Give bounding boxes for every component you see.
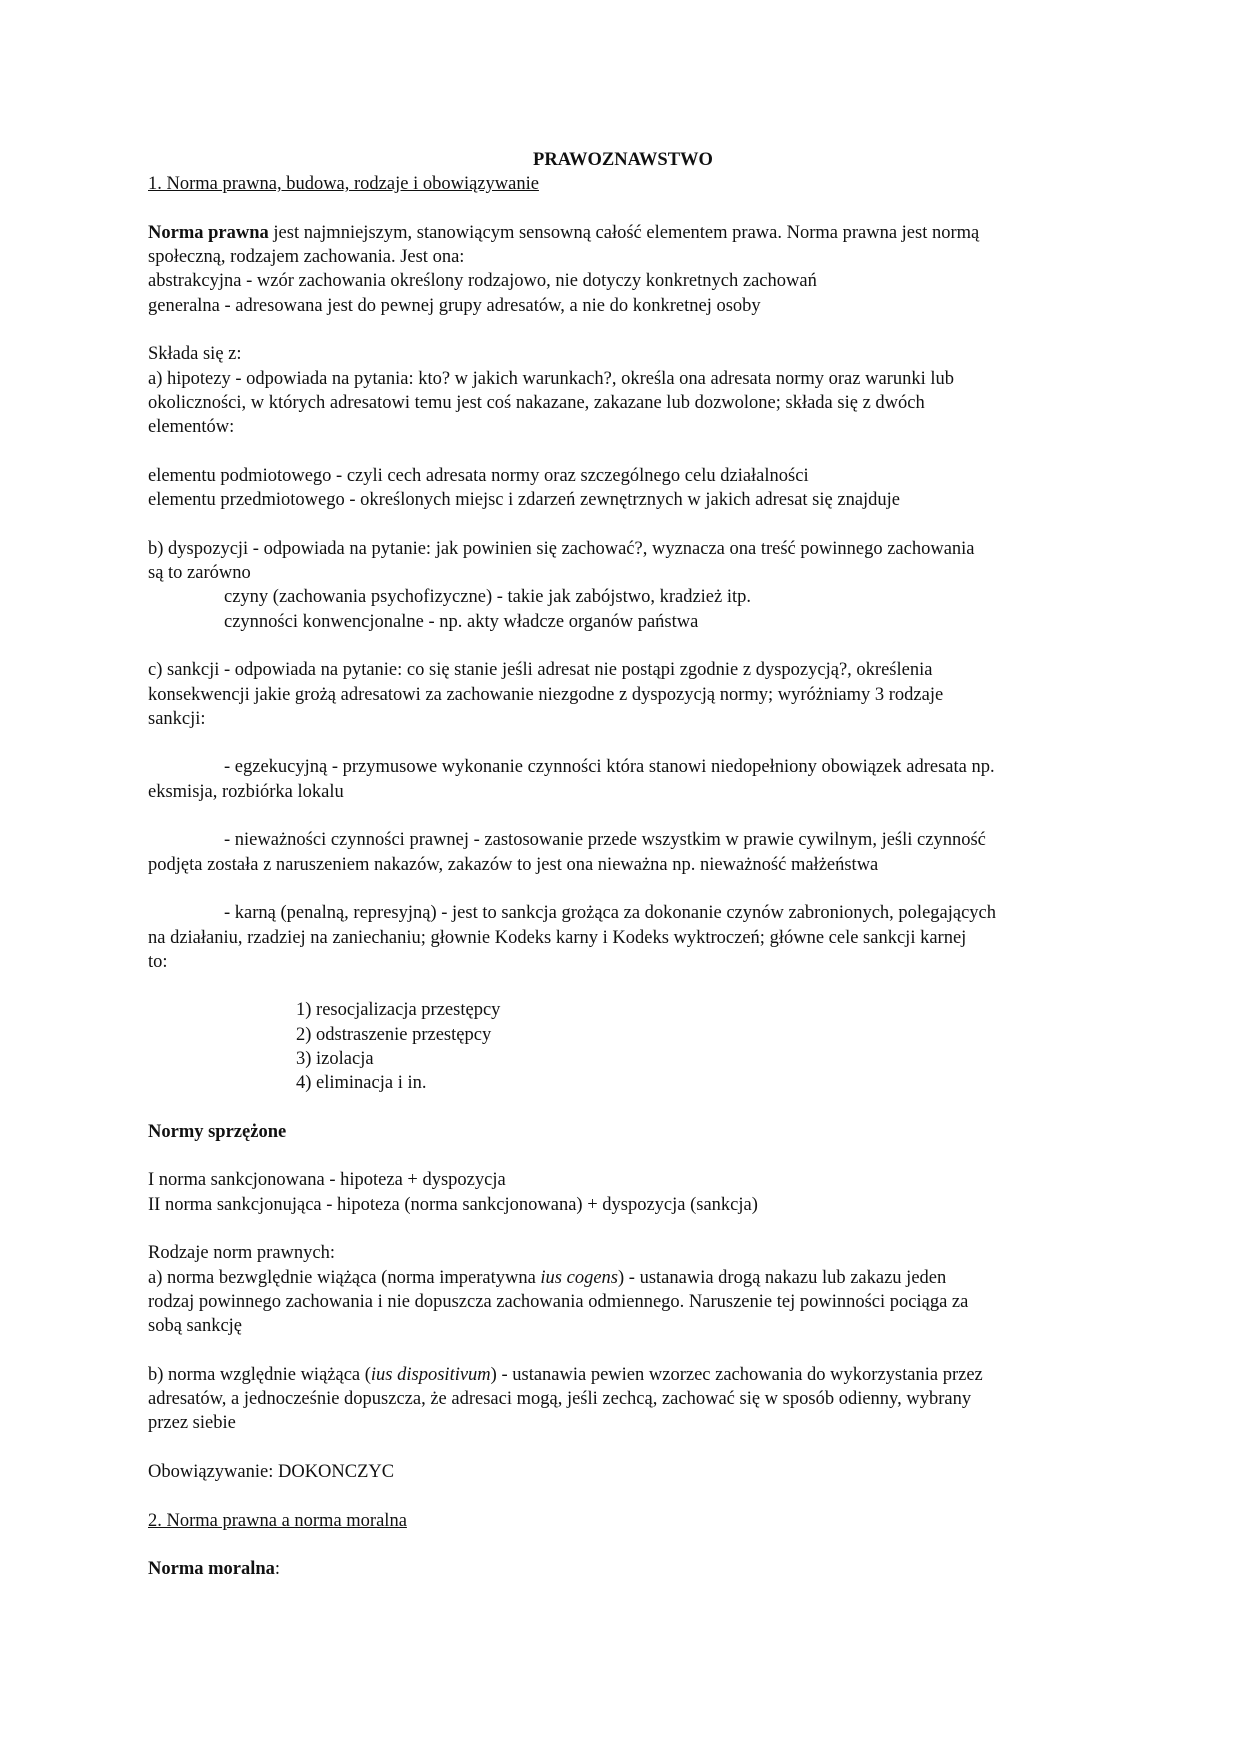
sanction-penal-line-1: - karną (penalną, represyjną) - jest to sankcja grożąca za dokonanie czynów zabronionych, polegających bbox=[224, 903, 997, 924]
validity-note: Obowiązywanie: DOKONCZYC bbox=[148, 1462, 395, 1483]
type-b-line-3: przez siebie bbox=[148, 1413, 236, 1434]
section1-heading bbox=[148, 172, 1098, 196]
type-b-pre: b) norma względnie wiążąca ( bbox=[148, 1364, 371, 1385]
goal-item: 2) odstraszenie przestępcy bbox=[296, 1024, 492, 1045]
sanction-line-3: sankcji: bbox=[148, 708, 206, 729]
intro-term: Norma prawna bbox=[148, 222, 269, 243]
hypothesis-line-3: elementów: bbox=[148, 417, 235, 438]
intro-line-1 bbox=[148, 221, 1098, 245]
sanction-exec-line-2: eksmisja, rozbiórka lokalu bbox=[148, 781, 344, 802]
intro-text-1: jest najmniejszym, stanowiącym sensowną całość elementem prawa. Norma prawna jest normą bbox=[268, 222, 980, 243]
disposition-item-conventional: czynności konwencjonalne - np. akty władcze organów państwa bbox=[224, 611, 699, 632]
disposition-line-2: są to zarówno bbox=[148, 563, 251, 584]
type-a-post: ) - ustanawia drogą nakazu lub zakazu jeden bbox=[618, 1267, 947, 1288]
coupled-item-2: II norma sankcjonująca - hipoteza (norma sankcjonowana) + dyspozycja (sankcja) bbox=[148, 1194, 758, 1215]
coupled-item-1: I norma sankcjonowana - hipoteza + dyspozycja bbox=[148, 1170, 506, 1191]
goal-item: 1) resocjalizacja przestępcy bbox=[296, 1000, 501, 1021]
disposition-item-acts: czyny (zachowania psychofizyczne) - takie jak zabójstwo, kradzież itp. bbox=[224, 587, 752, 608]
sanction-null-line-2: podjęta została z naruszeniem nakazów, zakazów to jest ona nieważna np. nieważność małżeństwa bbox=[148, 854, 879, 875]
sanction-null-line-1: - nieważności czynności prawnej - zastosowanie przede wszystkim w prawie cywilnym, jeśli czynność bbox=[224, 830, 986, 851]
goal-item: 4) eliminacja i in. bbox=[296, 1073, 427, 1094]
section2-heading bbox=[148, 1509, 1098, 1533]
goal-item: 3) izolacja bbox=[296, 1048, 374, 1069]
hypothesis-line-1: a) hipotezy - odpowiada na pytania: kto? w jakich warunkach?, określa ona adresata normy oraz warunki lub bbox=[148, 368, 954, 389]
feature-general: generalna - adresowana jest do pewnej grupy adresatów, a nie do konkretnej osoby bbox=[148, 295, 761, 316]
element-objective: elementu przedmiotowego - określonych miejsc i zdarzeń zewnętrznych w jakich adresat się znajduje bbox=[148, 490, 901, 511]
section1-heading-text: 1. Norma prawna, budowa, rodzaje i obowiązywanie bbox=[148, 174, 539, 195]
moral-norm-term: Norma moralna bbox=[148, 1559, 275, 1580]
type-b-line-2: adresatów, a jednocześnie dopuszcza, że adresaci mogą, jeśli zechcą, zachować się w sposób odienny, wybrany bbox=[148, 1389, 972, 1410]
types-label: Rodzaje norm prawnych: bbox=[148, 1243, 335, 1264]
type-b-latin: ius dispositivum bbox=[370, 1364, 491, 1385]
moral-norm-suffix: : bbox=[274, 1559, 281, 1580]
sanction-line-2: konsekwencji jakie grożą adresatowi za zachowanie niezgodne z dyspozycją normy; wyróżniamy 3 rodzaje bbox=[148, 684, 944, 705]
section2-heading-text: 2. Norma prawna a norma moralna bbox=[148, 1510, 407, 1531]
disposition-line-1: b) dyspozycji - odpowiada na pytanie: jak powinien się zachować?, wyznacza ona treść powinnego zachowania bbox=[148, 538, 975, 559]
type-a-latin: ius cogens bbox=[540, 1267, 619, 1288]
consists-label: Składa się z: bbox=[148, 344, 242, 365]
element-subjective: elementu podmiotowego - czyli cech adresata normy oraz szczególnego celu działalności bbox=[148, 465, 809, 486]
sanction-penal-line-2: na działaniu, rzadziej na zaniechaniu; głownie Kodeks karny i Kodeks wyktroczeń; główne cele sankcji karnej bbox=[148, 927, 967, 948]
document-title: PRAWOZNAWSTWO bbox=[533, 150, 713, 170]
type-a-line-1 bbox=[148, 1266, 1098, 1290]
coupled-heading: Normy sprzężone bbox=[148, 1121, 287, 1142]
sanction-exec-line-1: - egzekucyjną - przymusowe wykonanie czynności która stanowi niedopełniony obowiązek adresata np. bbox=[224, 757, 995, 778]
moral-norm-line bbox=[148, 1557, 1098, 1581]
type-b-post: ) - ustanawia pewien wzorzec zachowania do wykorzystania przez bbox=[490, 1364, 983, 1385]
type-a-pre: a) norma bezwględnie wiążąca (norma imperatywna bbox=[148, 1267, 541, 1288]
hypothesis-line-2: okoliczności, w których adresatowi temu jest coś nakazane, zakazane lub dozwolone; składa się z dwóch bbox=[148, 392, 925, 413]
type-b-line-1 bbox=[148, 1363, 1098, 1387]
feature-abstract: abstrakcyjna - wzór zachowania określony rodzajowo, nie dotyczy konkretnych zachowań bbox=[148, 271, 817, 292]
type-a-line-2: rodzaj powinnego zachowania i nie dopuszcza zachowania odmiennego. Naruszenie tej powinności pociąga za bbox=[148, 1291, 969, 1312]
intro-line-2: społeczną, rodzajem zachowania. Jest ona: bbox=[148, 247, 465, 268]
sanction-line-1: c) sankcji - odpowiada na pytanie: co się stanie jeśli adresat nie postąpi zgodnie z dyspozycją?, określenia bbox=[148, 660, 933, 681]
sanction-penal-line-3: to: bbox=[148, 951, 168, 972]
type-a-line-3: sobą sankcję bbox=[148, 1316, 243, 1337]
